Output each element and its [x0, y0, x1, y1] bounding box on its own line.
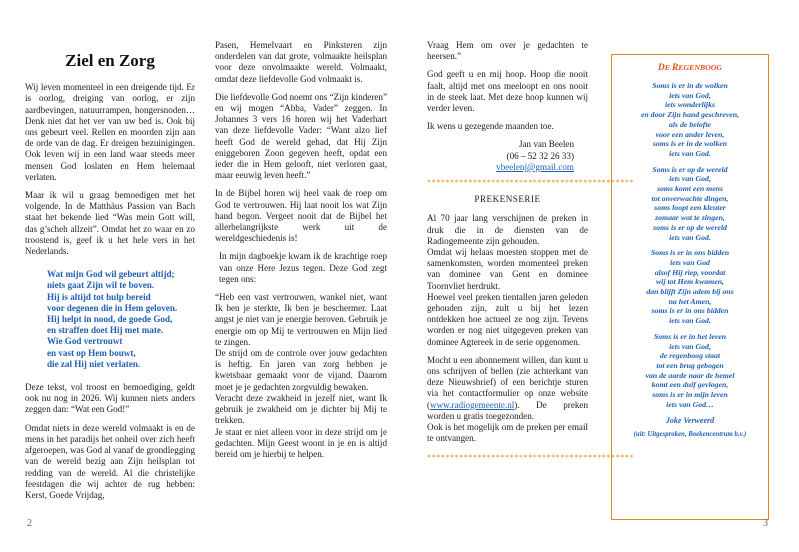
- regenboog-box: [611, 54, 769, 520]
- heilsplan-paragraph: Omdat niets in deze wereld volmaakt is en de mens in het paradijs het onheil over zich heeft afgeroepen, was God al vanaf de grondlegging van de wereld bezig aan Zijn heilsplan tot redding van de wereld. Al die christelijke feestdagen die wij achter de rug hebben: Kerst, Goede Vrijdag,: [25, 422, 195, 500]
- quote-paragraph: De strijd om de controle over jouw gedachten is heftig. En jaren van zorg hebben je kwetsbaar gemaakt voor de vijand. Daarom moet je je gedachten zorgvuldig bewaken.: [215, 348, 387, 392]
- quote-paragraph: Je staat er niet alleen voor in deze strijd om je gedachten. Mijn Geest woont in je en is altijd bereid om je hierbij te helpen.: [215, 426, 387, 459]
- poem-line: en vast op Hem bouwt,: [47, 347, 136, 358]
- paragraph: Die liefdevolle God noemt ons “Zijn kinderen” en wij mogen “Abba, Vader” zeggen. In Johannes 3 vers 16 horen wij het Vaderhart van deze liefdevolle Vader: “Want alzo lief heeft God de wereld gehad, dat Hij Zijn eniggeboren Zoon gegeven heeft, opdat een ieder die in Hem gelooft, niet verloren gaat, maar eeuwig leven heeft.”: [215, 91, 387, 181]
- signature-name: Jan van Beelen: [518, 139, 574, 150]
- intro-paragraph: Wij leven momenteel in een dreigende tijd. Er is oorlog, dreiging van oorlog, er zijn aardbevingen, natuurrampen, hongersnoden… Denk niet dat het ver van uw bed is. Ook bij ons gebeurt veel. Rellen en moorden zijn aan de orde van de dag. Er dreigen bezuinigingen. Ook leven wij in een land waar steeds meer mensen God loslaten en Hem helemaal verlaten.: [25, 82, 195, 182]
- poem-stanza: Soms is er in de wolken iets van God, iets wonderlijks en door Zijn hand geschreven, als de belofte voor een ander leven, soms is er in de wolken iets van God.: [640, 81, 740, 158]
- column-middle: [215, 40, 387, 467]
- poem-stanza: Soms is er in het leven iets van God, de regenboog staat tot een brug gebogen van de aarde naar de hemel komt een duif gevlogen, soms is er in mijn leven iets van God…: [645, 331, 735, 409]
- poem-line: en straffen doet Hij met mate.: [47, 325, 164, 336]
- regenboog-poem: [618, 81, 762, 410]
- subscribe-text: Mocht u een abonnement willen, dan kunt u ons schrijven of bellen (zie achterkant van deze Nieuwsbrief) of een berichtje sturen via het contactformulier op onze website (: [427, 354, 588, 410]
- paragraph: Omdat wij helaas moesten stoppen met de samenkomsten, worden momenteel preken van dominee van Gent en dominee Toornvliet herdrukt.: [427, 247, 588, 291]
- bach-paragraph: Maar ik wil u graag bemoedigen met het volgende. In de Matthäus Passion van Bach staat het bekende lied “Was mein Gott will, das g’scheh allzeit”. Omdat het zo waar en zo troostend is, geef ik u het hele vers in het Nederlands.: [25, 190, 195, 257]
- poem-stanza: Soms is er in ons bidden iets van God alsof Hij riep, voordat wij tot Hem kwamen, dan blijft Zijn adem bij ons na het Amen, soms is er in ons bidden iets van God.: [646, 248, 734, 326]
- regenboog-title: DE REGENBOOG: [657, 63, 723, 73]
- paragraph: In mijn dagboekje kwam ik de krachtige roep van onze Here Jezus tegen. Deze God zegt tegen ons:: [219, 251, 387, 284]
- bach-poem: [47, 269, 195, 370]
- page-title: Ziel en Zorg: [65, 51, 155, 70]
- paragraph: Al 70 jaar lang verschijnen de preken in druk die in de diensten van de Radiogemeente zijn gehouden.: [427, 213, 588, 246]
- poem-line: voor degenen die in Hem geloven.: [47, 302, 178, 313]
- paragraph: In de Bijbel horen wij heel vaak de roep om God te vertrouwen. Hij laat nooit los wat Zijn hand begon. Vergeet nooit dat de Bijbel het allerbelangrijkste werk uit de wereldgeschiedenis is!: [215, 188, 387, 244]
- paragraph: Pasen, Hemelvaart en Pinksteren zijn onderdelen van dat grote, volmaakte heilsplan voor deze onvolmaakte wereld. Volmaakt, omdat deze liefdevolle God volmaakt is.: [215, 40, 387, 84]
- poem-line: Wat mijn God wil gebeurt altijd;: [47, 269, 175, 280]
- website-link[interactable]: www.radiogemeente.nl: [430, 399, 515, 410]
- column-right: [427, 40, 634, 463]
- quote-paragraph: “Heb een vast vertrouwen, wankel niet, want Ik ben je sterkte, Ik ben je beschermer. Laat angst je niet van je energie beroven. Gebruik je energie om op Mij te vertrouwen en Mijn lied te zingen.: [215, 292, 387, 347]
- paragraph: Hoewel veel preken tientallen jaren geleden gehouden zijn, zult u bij het lezen ontdekken hoe actueel ze nog zijn. Tevens worden er nog niet uitgegeven preken van dominee Agtereek in de serie opgenomen.: [427, 291, 588, 347]
- poem-line: Hij helpt in nood, de goede God,: [47, 314, 173, 325]
- paragraph: Ik wens u gezegende maanden toe.: [427, 121, 554, 132]
- paragraph: Vraag Hem om over je gedachten te heersen.”: [427, 40, 588, 62]
- signature-email-link[interactable]: vbeelenj@gmail.com: [496, 161, 574, 172]
- poem-author: Joke Verweerd: [665, 415, 715, 425]
- poem-line: die zal Hij niet verlaten.: [47, 358, 141, 369]
- signature-block: [427, 139, 588, 173]
- column-left: [25, 51, 195, 508]
- page-number-right: 3: [763, 518, 768, 529]
- poem-source: (uit: Uitgesproken, Boekencentrum b.v.): [633, 430, 747, 438]
- subscribe-paragraph: [427, 355, 588, 422]
- email-paragraph: Ook is het mogelijk om de preken per email te ontvangen.: [427, 422, 588, 444]
- poem-line: Hij is altijd tot hulp bereid: [47, 291, 151, 302]
- troost-paragraph: Deze tekst, vol troost en bemoediging, geldt ook nu nog in 2026. Wij kunnen niets anders zeggen dan: “Wat een God!”: [25, 382, 195, 415]
- paragraph: God geeft u en mij hoop. Hoop die nooit faalt, altijd met ons meeloopt en ons nooit in de steek laat. Met deze hoop kunnen wij verder leven.: [427, 69, 588, 114]
- page-number-left: 2: [27, 518, 32, 529]
- subscribe-text-end: ). De preken worden u gratis toegezonden.: [427, 399, 588, 421]
- quote-paragraph: Veracht deze zwakheid in jezelf niet, want Ik gebruik je zwakheid om je dichter bij Mij te trekken.: [215, 392, 387, 426]
- divider-stars: *********************************************: [427, 178, 634, 188]
- poem-stanza: Soms is er op de wereld iets van God, soms komt een mens tot onverwachte dingen, soms loopt een kleuter zomaar wat te zingen, soms is er op de wereld iets van God.: [651, 164, 729, 242]
- poem-line: Wie God vertrouwt: [47, 336, 123, 347]
- divider-stars-bottom: *********************************************: [427, 452, 634, 462]
- poem-line: niets gaat Zijn wil te boven.: [47, 280, 155, 291]
- section-title: PREKENSERIE: [474, 194, 541, 205]
- signature-phone: (06 – 52 32 26 33): [506, 150, 574, 161]
